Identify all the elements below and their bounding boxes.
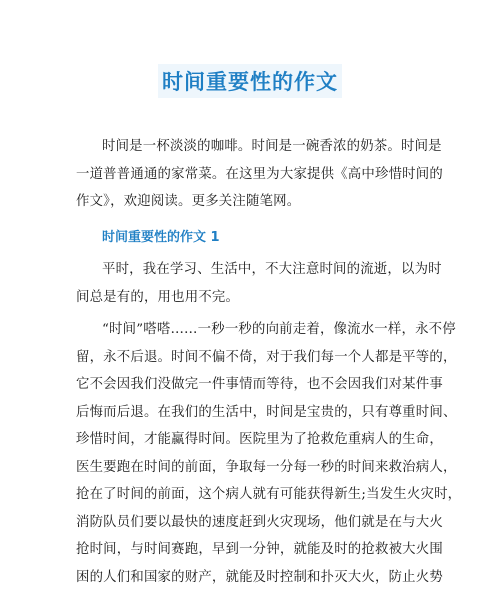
intro-paragraph bbox=[76, 133, 428, 216]
paragraph-line: 珍惜时间，才能赢得时间。医院里为了抢救危重病人的生命， bbox=[76, 426, 428, 454]
paragraph-line: 困的人们和国家的财产，就能及时控制和扑灭大火，防止火势 bbox=[76, 564, 428, 591]
intro-line: 作文》，欢迎阅读。更多关注随笔网。 bbox=[76, 188, 428, 216]
intro-line: 时间是一杯淡淡的咖啡。时间是一碗香浓的奶茶。时间是 bbox=[76, 133, 428, 161]
paragraph-line: 留，永不后退。时间不偏不倚，对于我们每一个人都是平等的， bbox=[76, 344, 428, 372]
paragraph-line: 平时，我在学习、生活中，不大注意时间的流逝，以为时 bbox=[76, 256, 428, 284]
title-container bbox=[0, 64, 500, 98]
paragraph-1 bbox=[76, 256, 428, 311]
section-heading: 时间重要性的作文 1 bbox=[102, 226, 220, 245]
intro-line: 一道普普通通的家常菜。在这里为大家提供《高中珍惜时间的 bbox=[76, 161, 428, 189]
document-title: 时间重要性的作文 bbox=[158, 64, 342, 98]
paragraph-line: “时间”嗒嗒……一秒一秒的向前走着，像流水一样，永不停 bbox=[76, 316, 428, 344]
paragraph-line: 抢时间，与时间赛跑，早到一分钟，就能及时的抢救被大火围 bbox=[76, 536, 428, 564]
paragraph-line: 抢在了时间的前面，这个病人就有可能获得新生;当发生火灾时， bbox=[76, 481, 428, 509]
paragraph-line: 消防队员们要以最快的速度赶到火灾现场，他们就是在与大火 bbox=[76, 509, 428, 537]
paragraph-2 bbox=[76, 316, 428, 591]
paragraph-line: 医生要跑在时间的前面，争取每一分每一秒的时间来救治病人， bbox=[76, 454, 428, 482]
paragraph-line: 它不会因我们没做完一件事情而等待，也不会因我们对某件事 bbox=[76, 371, 428, 399]
paragraph-line: 间总是有的，用也用不完。 bbox=[76, 284, 428, 312]
paragraph-line: 后悔而后退。在我们的生活中，时间是宝贵的，只有尊重时间、 bbox=[76, 399, 428, 427]
